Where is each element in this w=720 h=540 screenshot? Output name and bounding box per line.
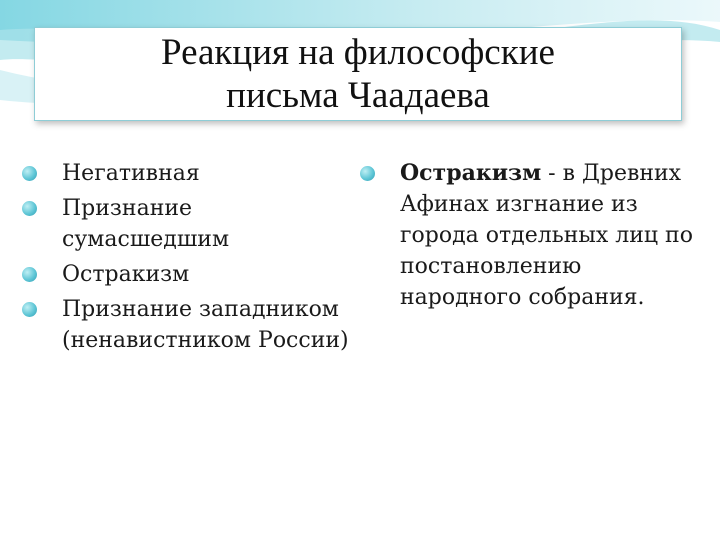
title-line-2: письма Чаадаева [226,75,490,116]
list-item-text: Остракизм [62,262,190,287]
title-line-1: Реакция на философские [161,32,555,73]
left-bullet-list [22,158,362,360]
list-item [22,158,362,189]
right-definition-list [360,158,705,317]
definition-item [360,158,705,313]
definition-term: Остракизм [400,160,542,186]
definition-text: - в Древних Афинах изгнание из города отдельных лиц по постановлению народного собрания. [400,161,693,310]
bullet-icon [22,267,37,282]
list-item-text: Признание западником (ненавистником России) [62,297,349,353]
bullet-icon [22,166,37,181]
list-item-text: Негативная [62,161,200,186]
title-box [34,27,682,121]
list-item [22,193,362,255]
list-item [22,259,362,290]
bullet-icon [360,166,375,181]
bullet-icon [22,201,37,216]
list-item [22,294,362,356]
list-item-text: Признание сумасшедшим [62,196,230,252]
slide-title [161,31,555,117]
bullet-icon [22,302,37,317]
